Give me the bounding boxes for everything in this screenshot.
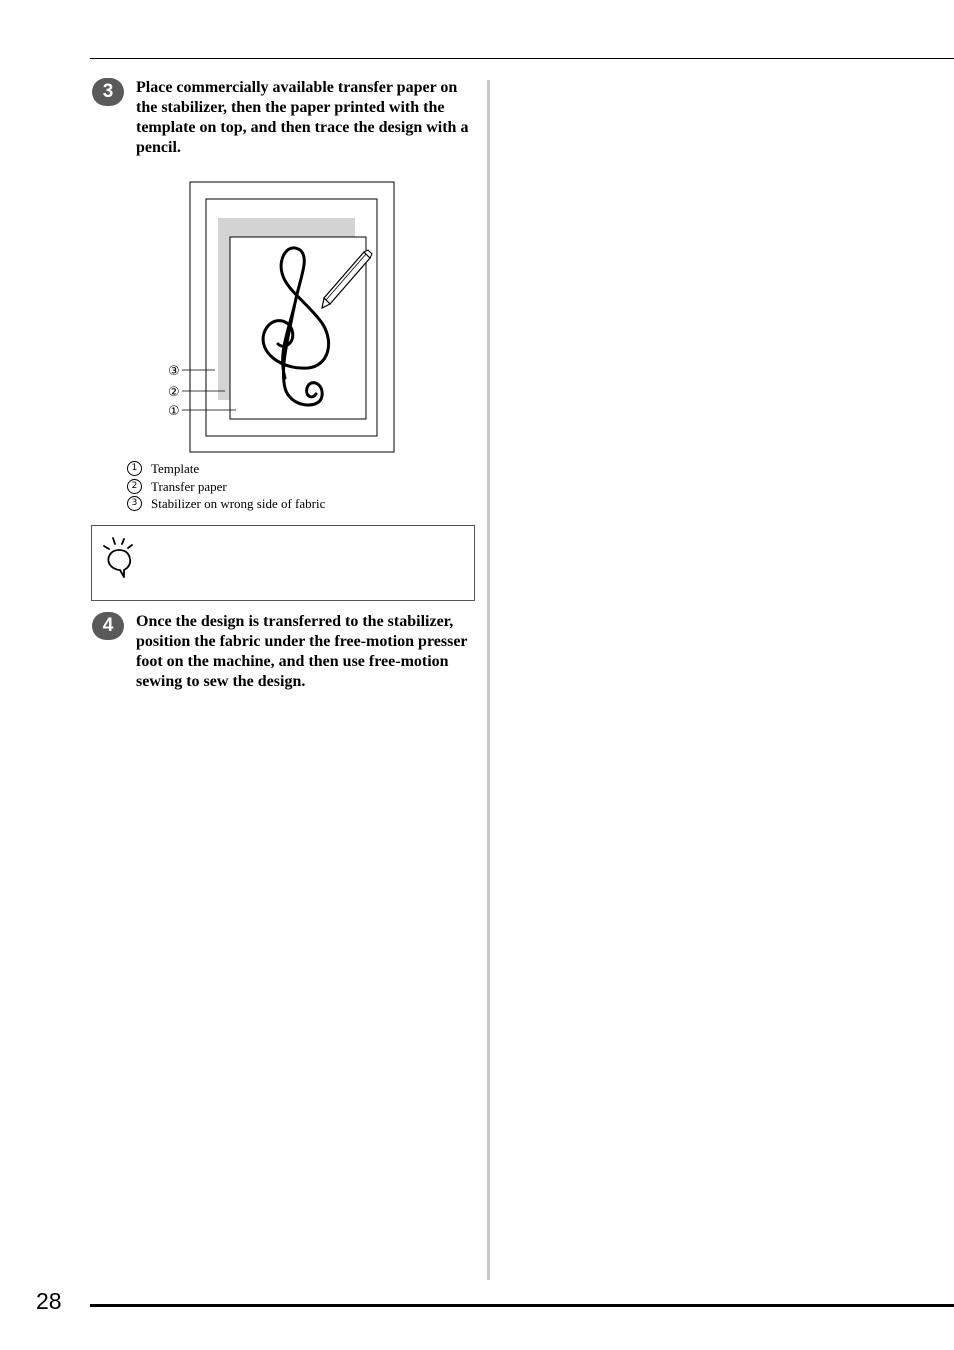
step-3-badge: 3 xyxy=(92,78,124,106)
legend-number: 3 xyxy=(127,496,142,511)
legend-item xyxy=(127,460,325,478)
callout-2: ② xyxy=(168,385,180,400)
figure-legend xyxy=(127,460,325,513)
legend-item xyxy=(127,478,325,496)
legend-label: Transfer paper xyxy=(151,478,227,494)
legend-label: Template xyxy=(151,461,200,476)
step-4-badge: 4 xyxy=(92,612,124,640)
lightbulb-memo-icon xyxy=(100,536,140,580)
footer-rule xyxy=(90,1304,954,1307)
legend-number: 2 xyxy=(127,479,142,494)
template-sheet xyxy=(230,237,366,419)
step-4-instruction: Once the design is transferred to the stabilizer, position the fabric under the free-motion presser foot on the machine, and then use free-motion sewing to sew the design. xyxy=(136,613,468,690)
callout-1: ① xyxy=(168,404,180,419)
transfer-illustration xyxy=(160,178,405,458)
memo-box xyxy=(91,525,475,601)
legend-label: Stabilizer on wrong side of fabric xyxy=(151,496,326,511)
column-divider xyxy=(487,80,490,1280)
callout-3: ③ xyxy=(168,364,180,379)
page-number: 28 xyxy=(36,1288,62,1314)
legend-number: 1 xyxy=(127,461,142,476)
legend-item xyxy=(127,495,325,513)
step-3-instruction: Place commercially available transfer paper on the stabilizer, then the paper printed with the template on top, and then trace the design with a pencil. xyxy=(136,79,469,156)
header-rule xyxy=(90,58,954,59)
